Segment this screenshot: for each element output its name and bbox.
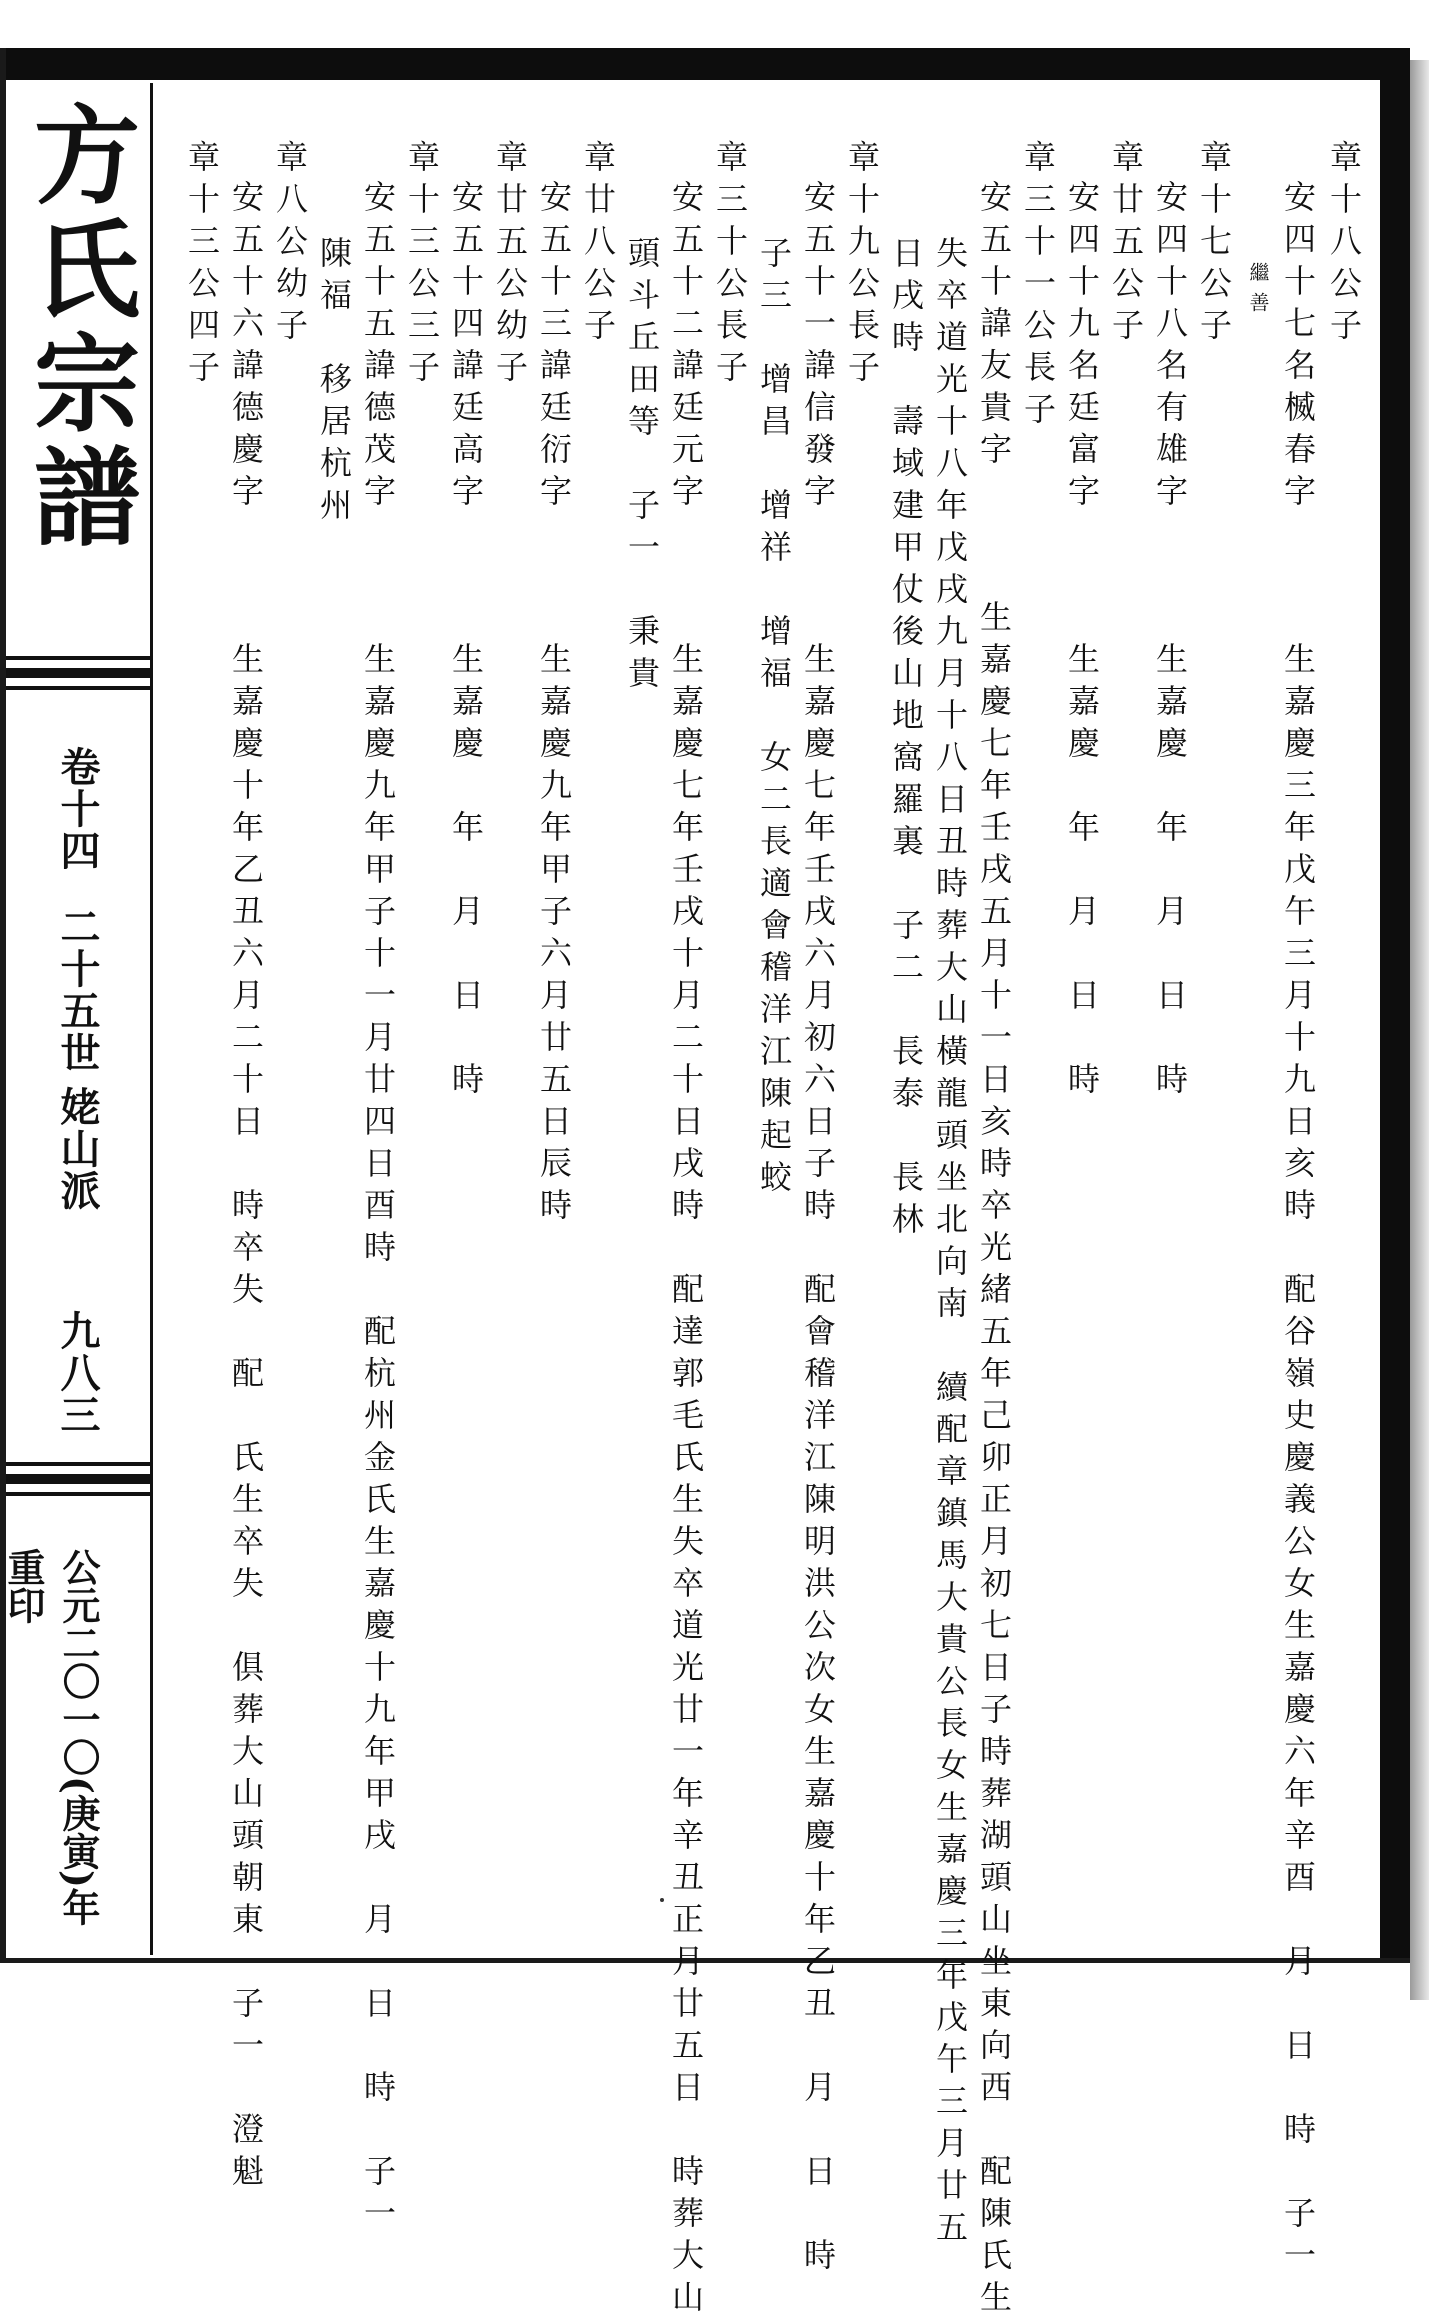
entry-parent-line: 章八公幼子	[271, 140, 309, 350]
entry-main-line: 安五十三諱廷衍字 生嘉慶九年甲子六月廿五日辰時	[535, 180, 573, 1230]
entry-continuation: 陳福 移居杭州	[315, 236, 353, 530]
entry-parent-line: 章十八公子	[1325, 140, 1363, 350]
entry-main-line: 安五十二諱廷元字 生嘉慶七年壬戌十月二十日戌時 配達郭毛氏生失卒道光廿一年辛丑正月廿五日 時葬大山	[667, 180, 705, 2322]
entry-parent-line: 章十七公子	[1195, 140, 1233, 350]
page-edge-shadow	[1410, 60, 1429, 2000]
print-speck	[660, 1898, 664, 1902]
entry-child-note: 繼善	[1246, 262, 1270, 322]
spine-rule	[6, 668, 150, 678]
spine-rule	[6, 1492, 150, 1496]
entry-parent-line: 章廿五公子	[1107, 140, 1145, 350]
frame-right-bar	[1380, 48, 1410, 1963]
entry-main-line: 安五十四諱廷高字 生嘉慶 年 月 日 時	[447, 180, 485, 1104]
entry-parent-line: 章廿八公子	[579, 140, 617, 350]
entry-continuation: 頭斗丘田等 子一 秉貴	[623, 236, 661, 698]
page-number: 九八三	[54, 1310, 101, 1436]
entry-main-line: 安四十八名有雄字 生嘉慶 年 月 日 時	[1151, 180, 1189, 1104]
frame-top-bar	[0, 48, 1410, 80]
entry-continuation: 日戌時 壽域建甲仗後山地窩羅裏 子二 長泰 長林	[887, 236, 925, 1244]
spine-rule	[6, 1462, 150, 1466]
entry-parent-line: 章十九公長子	[843, 140, 881, 392]
entry-main-line: 安五十五諱德茂字 生嘉慶九年甲子十一月廿四日酉時 配杭州金氏生嘉慶十九年甲戌 月 日 時 子一	[359, 180, 397, 2238]
entry-main-line: 安四十七名楲春字 生嘉慶三年戊午三月十九日亥時 配谷嶺史慶義公女生嘉慶六年辛酉 月 日 時 子一	[1279, 180, 1317, 2280]
entry-main-line: 安五十一諱信發字 生嘉慶七年壬戌六月初六日子時 配會稽洋江陳明洪公次女生嘉慶十年乙丑 月 日 時	[799, 180, 837, 2280]
entry-continuation: 失卒道光十八年戊戌九月十八日丑時葬大山橫龍頭坐北向南 續配章鎮馬大貴公長女生嘉慶三年戊午三月廿五	[931, 236, 969, 2252]
book-title: 方氏宗譜	[17, 100, 142, 556]
spine-panel	[1, 80, 150, 1958]
volume-label: 卷十四	[54, 746, 101, 872]
branch-label: 姥山派	[54, 1086, 101, 1212]
spine-rule	[6, 1474, 150, 1484]
entry-parent-line: 章三十一公長子	[1019, 140, 1057, 434]
reprint-note: 公元二〇一〇(庚寅)年重印	[1, 1548, 101, 1926]
spine-rule	[6, 656, 150, 660]
entry-main-line: 安四十九名廷富字 生嘉慶 年 月 日 時	[1063, 180, 1101, 1104]
entry-parent-line: 章廿五公幼子	[491, 140, 529, 392]
entry-main-line: 安五十六諱德慶字 生嘉慶十年乙丑六月二十日 時卒失 配 氏生卒失 俱葬大山頭朝東 子一 澄魁	[227, 180, 265, 2196]
entry-continuation: 子三 增昌 增祥 增福 女二長適會稽洋江陳起蛟	[755, 236, 793, 1202]
entry-parent-line: 章十三公三子	[403, 140, 441, 392]
entry-main-line: 安五十諱友貴字 生嘉慶七年壬戌五月十一日亥時卒光緒五年己卯正月初七日子時葬湖頭山坐東向西 配陳氏生	[975, 180, 1013, 2322]
entry-parent-line: 章十三公四子	[183, 140, 221, 392]
entry-parent-line: 章三十公長子	[711, 140, 749, 392]
generation-label: 二十五世	[54, 906, 101, 1074]
spine-rule	[6, 686, 150, 690]
